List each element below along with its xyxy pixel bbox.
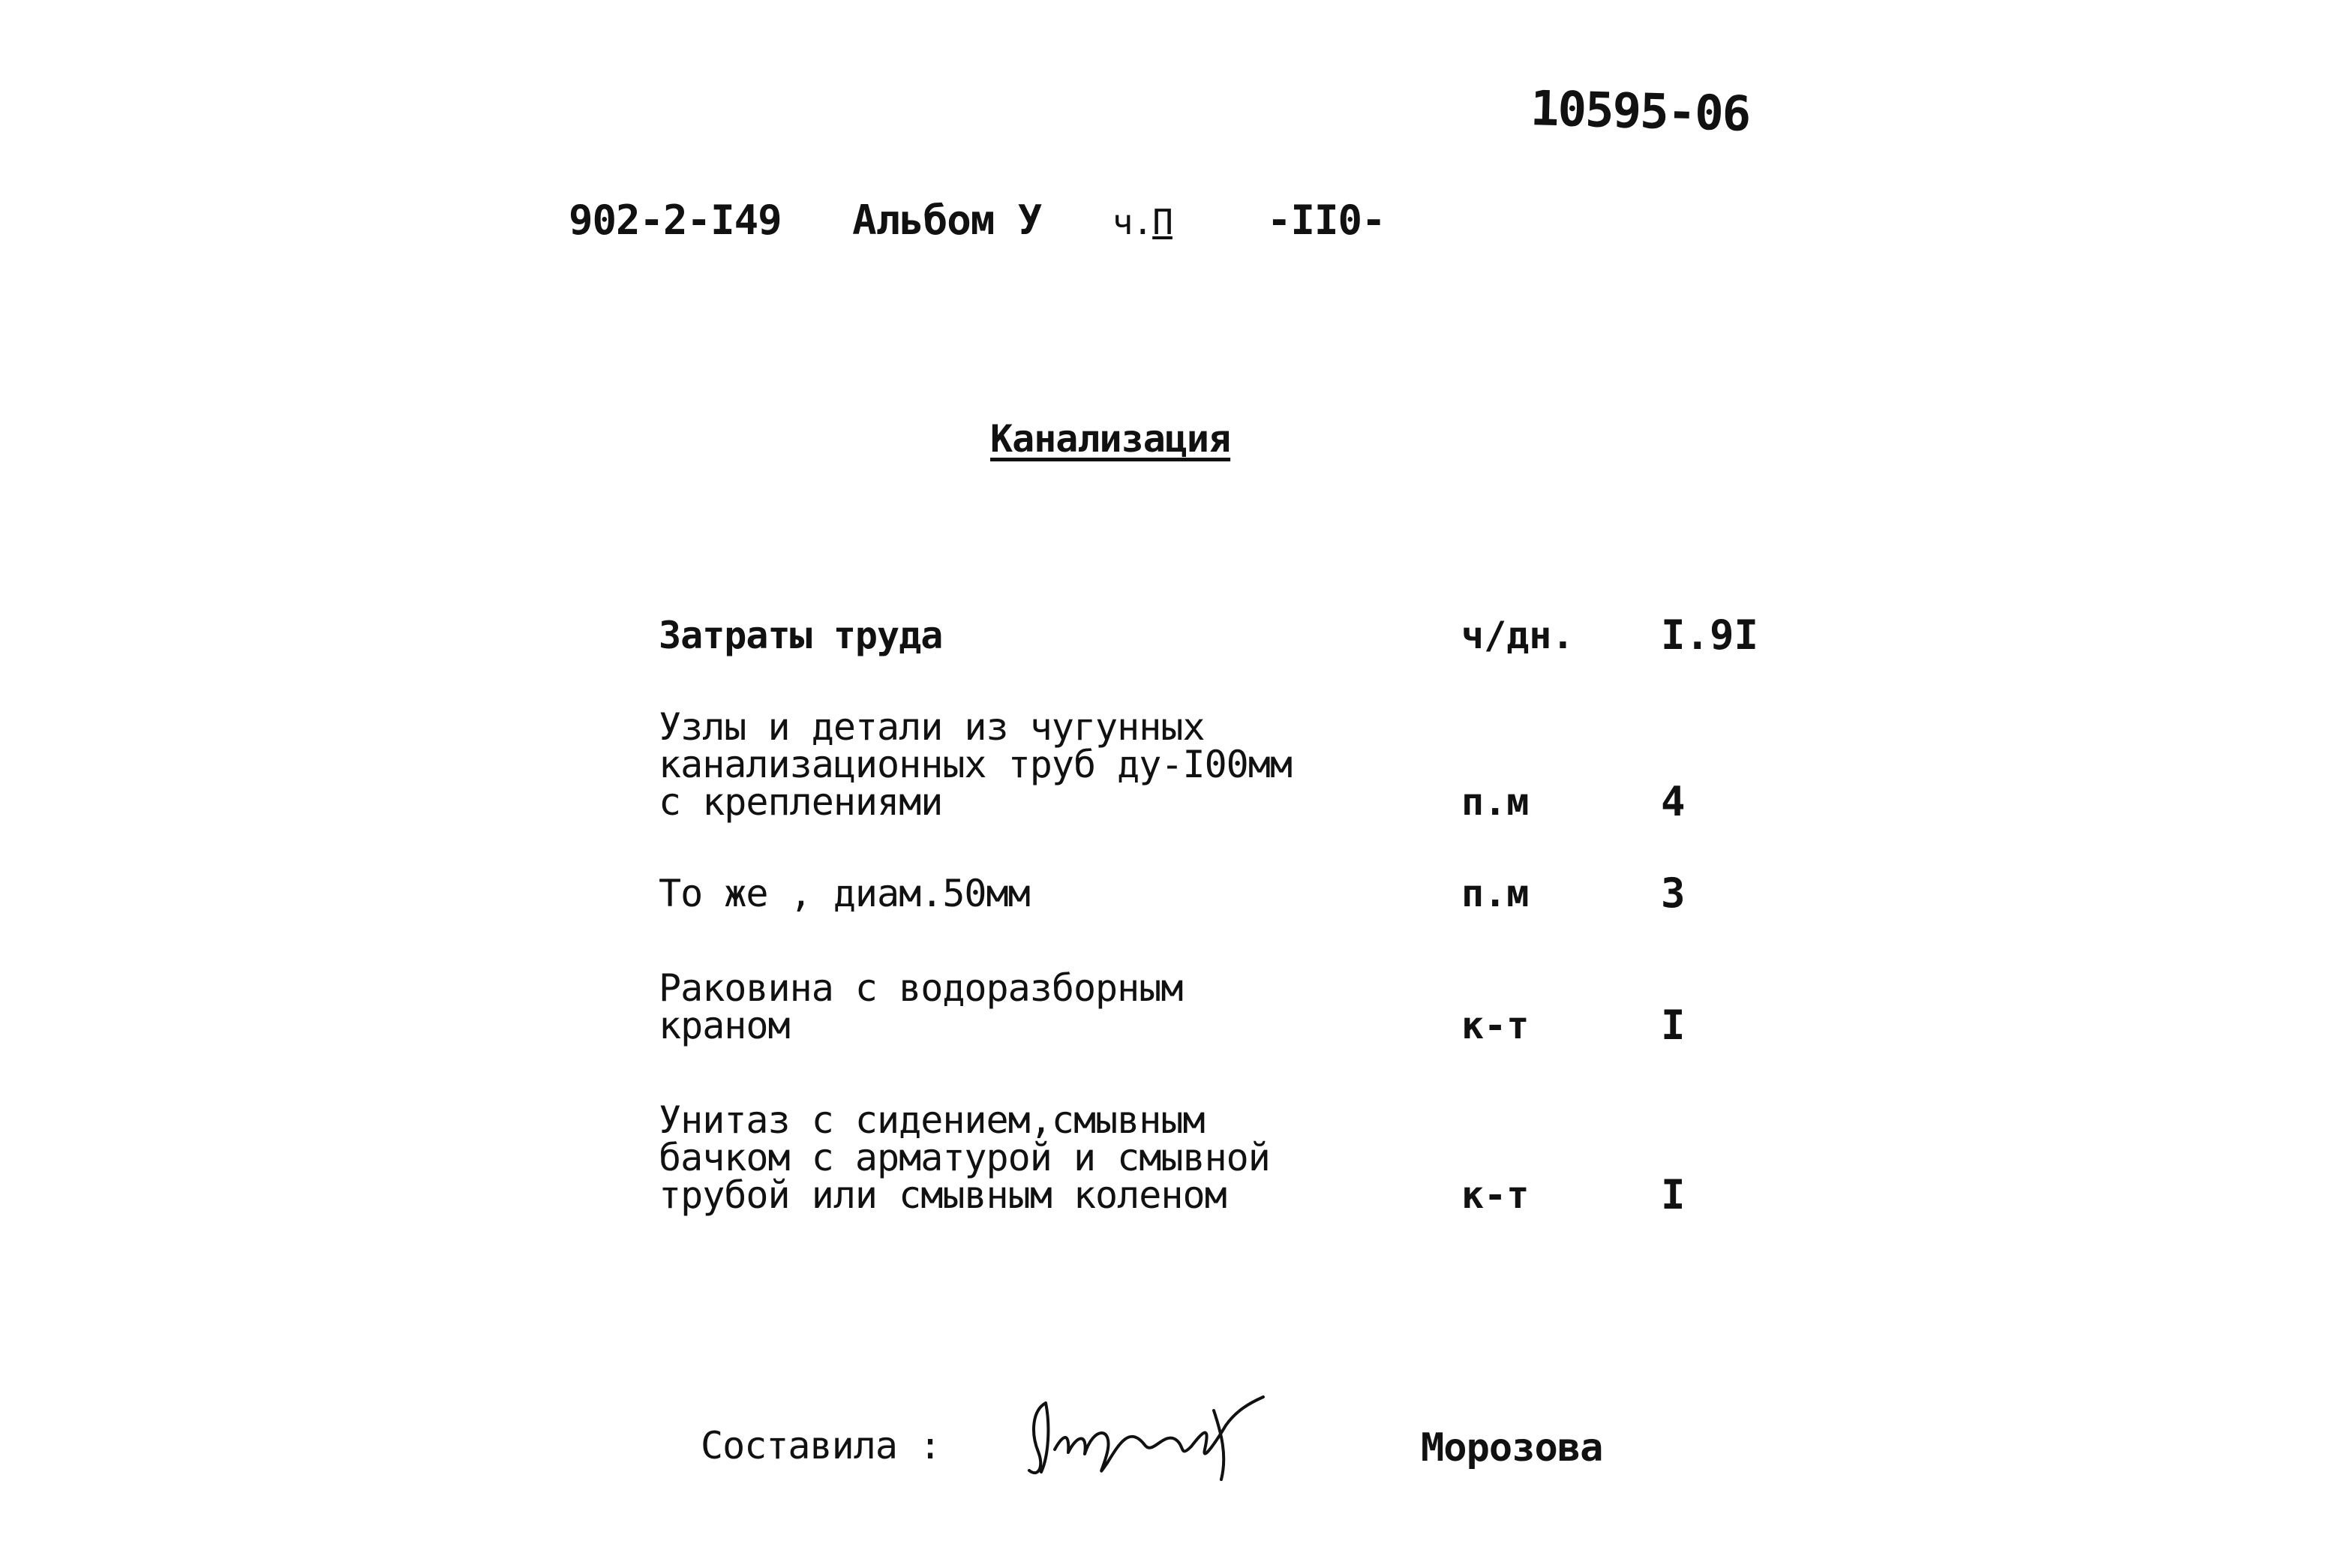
section-title: Канализация <box>990 417 1231 461</box>
handwritten-signature <box>1025 1380 1295 1496</box>
row-description: То же , диам.50мм <box>659 872 1030 915</box>
row-quantity: I.9I <box>1661 611 1759 659</box>
row-unit: п.м <box>1461 872 1530 915</box>
album-label: Альбом У <box>852 197 1042 244</box>
compiled-by-label: Составила : <box>701 1424 941 1467</box>
archive-number-stamp: 10595-06 <box>1530 81 1751 143</box>
compiler-name: Морозова <box>1421 1425 1603 1470</box>
part-label: ч.П <box>1112 202 1173 242</box>
row-unit: п.м <box>1461 780 1530 824</box>
table-row <box>659 611 1829 659</box>
document-header <box>569 197 1386 244</box>
row-description: Затраты труда <box>659 614 943 657</box>
row-quantity: I <box>1661 1171 1686 1218</box>
row-description: Раковина с водоразборным краном <box>659 966 1183 1047</box>
table-row <box>659 966 1829 1049</box>
row-description: Унитаз с сидением,смывным бачком с арматурой и смывной трубой или смывным коленом <box>659 1098 1270 1217</box>
table-row <box>659 870 1829 917</box>
page-number: -II0- <box>1266 197 1386 244</box>
project-code: 902-2-I49 <box>569 197 782 244</box>
row-description: Узлы и детали из чугунных канализационных труб ду-I00мм с креплениями <box>659 705 1292 824</box>
row-quantity: I <box>1661 1002 1686 1049</box>
row-unit: к-т <box>1461 1004 1530 1047</box>
row-unit: ч/дн. <box>1461 614 1575 657</box>
row-quantity: 4 <box>1661 778 1686 825</box>
materials-table <box>659 611 1829 1218</box>
table-row <box>659 1098 1829 1218</box>
row-unit: к-т <box>1461 1173 1530 1217</box>
table-row <box>659 705 1829 825</box>
row-quantity: 3 <box>1661 870 1686 917</box>
